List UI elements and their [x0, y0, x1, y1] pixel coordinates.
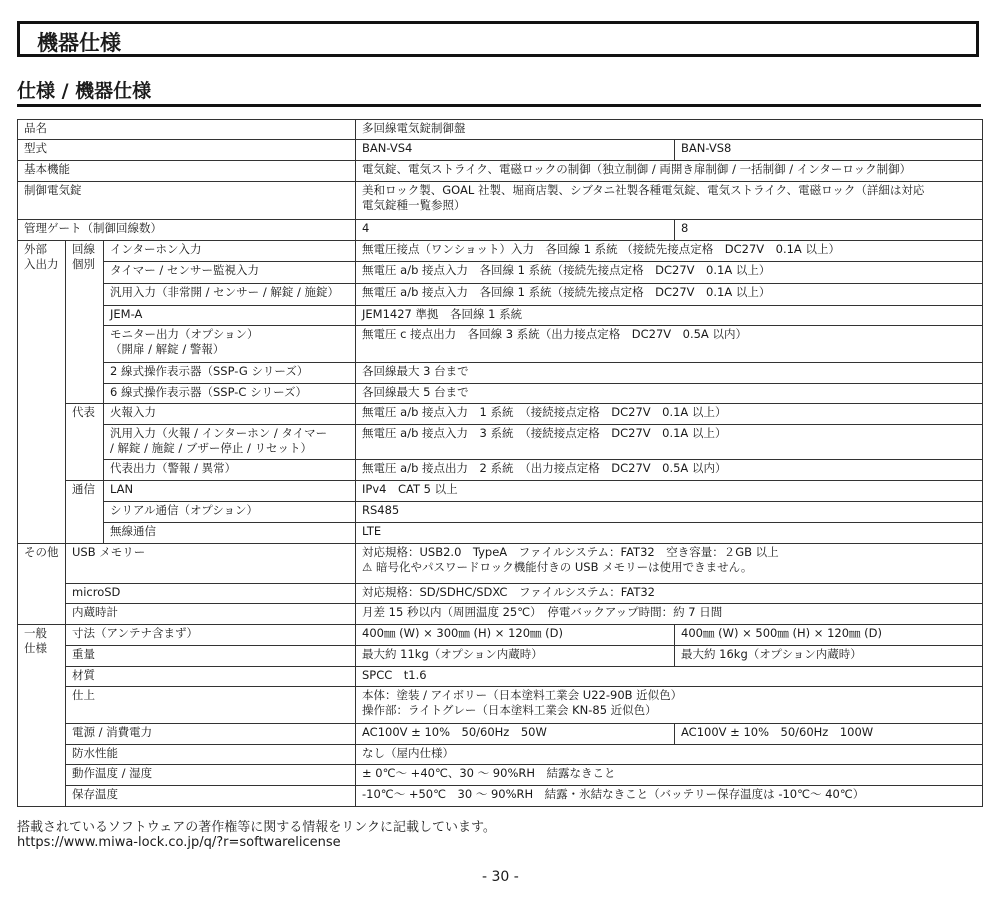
group-other: その他 — [18, 544, 66, 625]
section-heading: 機器仕様 — [37, 31, 121, 55]
row-value: 無電圧 a/b 接点出力 2 系統 （出力接点定格 DC27V 0.5A 以内） — [356, 460, 983, 481]
table-row — [18, 326, 983, 363]
row-value: 無電圧接点（ワンショット）入力 各回線 1 系統 （接続先接点定格 DC27V 0.1A 以上） — [356, 241, 983, 262]
row-label: 汎用入力（火報 / インターホン / タイマー / 解錠 / 施錠 / ブザー停止 / リセット） — [104, 425, 356, 460]
row-value: 多回線電気錠制御盤 — [356, 120, 983, 140]
row-value-vs8: BAN-VS8 — [675, 140, 983, 161]
row-label: 重量 — [66, 646, 356, 667]
row-value-vs8: 400㎜ (W) × 500㎜ (H) × 120㎜ (D) — [675, 625, 983, 646]
row-value: 対応規格：USB2.0 TypeA ファイルシステム：FAT32 空き容量：２GB 以上 ⚠ 暗号化やパスワードロック機能付きの USB メモリーは使用できません。 — [356, 544, 983, 584]
table-row — [18, 161, 983, 182]
table-row — [18, 502, 983, 523]
row-value-vs4: AC100V ± 10% 50/60Hz 50W — [356, 724, 675, 745]
row-label: 火報入力 — [104, 404, 356, 425]
row-label: 管理ゲート（制御回線数） — [18, 220, 356, 241]
row-value — [356, 182, 983, 220]
row-value-vs4: 4 — [356, 220, 675, 241]
row-label: 無線通信 — [104, 523, 356, 544]
row-value: 無電圧 a/b 接点入力 1 系統 （接続接点定格 DC27V 0.1A 以上） — [356, 404, 983, 425]
table-row — [18, 765, 983, 786]
row-label: 品名 — [18, 120, 356, 140]
table-row — [18, 425, 983, 460]
row-value-vs4: 400㎜ (W) × 300㎜ (H) × 120㎜ (D) — [356, 625, 675, 646]
table-row — [18, 363, 983, 384]
row-value-vs8: 8 — [675, 220, 983, 241]
row-value: -10℃～ +50℃ 30 ～ 90%RH 結露・氷結なきこと（バッテリー保存温度は -10℃～ 40℃） — [356, 786, 983, 807]
table-row — [18, 284, 983, 306]
row-label: インターホン入力 — [104, 241, 356, 262]
table-row — [18, 182, 983, 220]
row-label: LAN — [104, 481, 356, 502]
row-value: IPv4 CAT 5 以上 — [356, 481, 983, 502]
row-value: 各回線最大 5 台まで — [356, 384, 983, 404]
table-row — [18, 262, 983, 284]
row-label: 防水性能 — [66, 745, 356, 765]
table-row — [18, 404, 983, 425]
row-value: 無電圧 a/b 接点入力 各回線 1 系統（接続先接点定格 DC27V 0.1A 以上） — [356, 284, 983, 306]
row-label: 基本機能 — [18, 161, 356, 182]
row-label: タイマー / センサー監視入力 — [104, 262, 356, 284]
table-row — [18, 241, 983, 262]
table-row — [18, 646, 983, 667]
warning-note: ⚠ 暗号化やパスワードロック機能付きの USB メモリーは使用できません。 — [362, 560, 753, 574]
row-value: 無電圧 a/b 接点入力 各回線 1 系統（接続先接点定格 DC27V 0.1A 以上） — [356, 262, 983, 284]
sub-heading-rule — [17, 104, 981, 107]
row-label: USB メモリー — [66, 544, 356, 584]
subgroup-representative: 代表 — [66, 404, 104, 481]
row-label: 寸法（アンテナ含まず） — [66, 625, 356, 646]
row-value: 本体：塗装 / アイボリー（日本塗料工業会 U22-90B 近似色） 操作部：ライトグレー（日本塗料工業会 KN-85 近似色） — [356, 687, 983, 724]
row-value-vs4: 最大約 11kg（オプション内蔵時） — [356, 646, 675, 667]
row-label: 6 線式操作表示器（SSP-C シリーズ） — [104, 384, 356, 404]
value-line: 電気錠種一覧参照） — [362, 198, 466, 212]
row-label: 代表出力（警報 / 異常） — [104, 460, 356, 481]
table-row — [18, 667, 983, 687]
row-label: 型式 — [18, 140, 356, 161]
row-label: 内蔵時計 — [66, 604, 356, 625]
row-value: 月差 15 秒以内（周囲温度 25℃） 停電バックアップ時間：約 7 日間 — [356, 604, 983, 625]
table-row — [18, 724, 983, 745]
row-label: 制御電気錠 — [18, 182, 356, 220]
row-value-vs4: BAN-VS4 — [356, 140, 675, 161]
table-row — [18, 384, 983, 404]
table-row — [18, 120, 983, 140]
row-value: 対応規格：SD/SDHC/SDXC ファイルシステム：FAT32 — [356, 584, 983, 604]
row-value: LTE — [356, 523, 983, 544]
row-value: 各回線最大 3 台まで — [356, 363, 983, 384]
row-value: JEM1427 準拠 各回線 1 系統 — [356, 306, 983, 326]
table-row — [18, 460, 983, 481]
license-link[interactable]: https://www.miwa-lock.co.jp/q/?r=softwarelicense — [17, 835, 341, 850]
row-label: 動作温度 / 湿度 — [66, 765, 356, 786]
row-label: モニター出力（オプション） （開扉 / 解錠 / 警報） — [104, 326, 356, 363]
sub-heading: 仕様 / 機器仕様 — [17, 80, 152, 102]
row-label: 2 線式操作表示器（SSP-G シリーズ） — [104, 363, 356, 384]
row-value: 電気錠、電気ストライク、電磁ロックの制御（独立制御 / 両開き扉制御 / 一括制御 / インターロック制御） — [356, 161, 983, 182]
subgroup-communication: 通信 — [66, 481, 104, 544]
table-row — [18, 306, 983, 326]
row-value: 無電圧 a/b 接点入力 3 系統 （接続接点定格 DC27V 0.1A 以上） — [356, 425, 983, 460]
table-row — [18, 625, 983, 646]
table-row — [18, 481, 983, 502]
row-value: なし（屋内仕様） — [356, 745, 983, 765]
row-label: シリアル通信（オプション） — [104, 502, 356, 523]
row-value-vs8: 最大約 16kg（オプション内蔵時） — [675, 646, 983, 667]
page-number: - 30 - — [482, 869, 519, 885]
value-line: 美和ロック製、GOAL 社製、堀商店製、シブタニ社製各種電気錠、電気ストライク、電磁ロック（詳細は対応 — [362, 183, 925, 197]
row-value: SPCC t1.6 — [356, 667, 983, 687]
license-notice: 搭載されているソフトウェアの著作権等に関する情報をリンクに記載しています。 — [17, 820, 496, 835]
table-row — [18, 786, 983, 807]
subgroup-per-line: 回線 個別 — [66, 241, 104, 404]
row-label: 汎用入力（非常開 / センサー / 解錠 / 施錠） — [104, 284, 356, 306]
table-row — [18, 584, 983, 604]
table-row — [18, 745, 983, 765]
row-value: 無電圧 c 接点出力 各回線 3 系統（出力接点定格 DC27V 0.5A 以内） — [356, 326, 983, 363]
group-general: 一般 仕様 — [18, 625, 66, 807]
row-label: 保存温度 — [66, 786, 356, 807]
table-row — [18, 220, 983, 241]
row-label: JEM-A — [104, 306, 356, 326]
section-heading-box — [17, 21, 979, 57]
row-label: microSD — [66, 584, 356, 604]
row-value-vs8: AC100V ± 10% 50/60Hz 100W — [675, 724, 983, 745]
table-row — [18, 523, 983, 544]
row-label: 材質 — [66, 667, 356, 687]
row-value: ± 0℃～ +40℃、30 ～ 90%RH 結露なきこと — [356, 765, 983, 786]
table-row — [18, 687, 983, 724]
row-label: 電源 / 消費電力 — [66, 724, 356, 745]
group-external-io: 外部 入出力 — [18, 241, 66, 544]
row-value: RS485 — [356, 502, 983, 523]
table-row — [18, 544, 983, 584]
table-row — [18, 604, 983, 625]
table-row — [18, 140, 983, 161]
spec-table — [17, 119, 983, 807]
row-label: 仕上 — [66, 687, 356, 724]
